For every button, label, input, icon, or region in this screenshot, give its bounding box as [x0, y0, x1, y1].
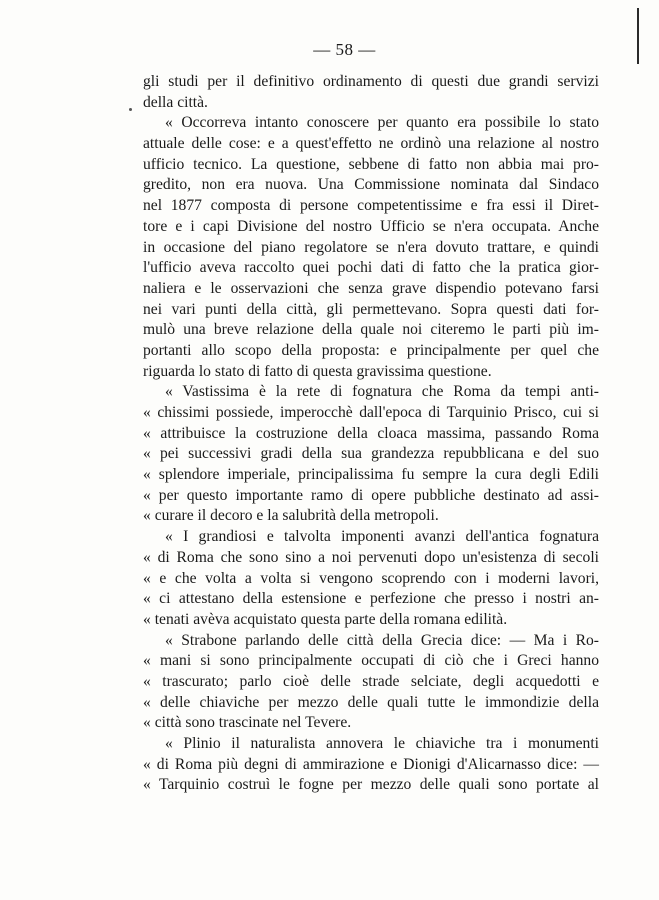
text-line: « e che volta a volta si vengono scoprendo con i moderni lavori,: [143, 569, 599, 587]
text-line: attuale delle cose: e a quest'effetto ne ordinò una relazione al nostro: [143, 135, 599, 153]
text-line: « Strabone parlando delle città della Grecia dice: — Ma i Ro-: [165, 631, 599, 649]
text-line: « ci attestano della estensione e perfezione che presso i nostri an-: [143, 590, 599, 608]
text-line: gli studi per il definitivo ordinamento di questi due grandi servizi: [143, 73, 599, 90]
body-text: [143, 72, 599, 796]
text-line: « mani si sono principalmente occupati di ciò che i Greci hanno: [143, 652, 599, 670]
text-line: l'ufficio aveva raccolto quei pochi dati di fatto che la pratica gior-: [143, 259, 599, 277]
text-line: « città sono trascinate nel Tevere.: [143, 714, 352, 732]
text-line: « trascurato; parlo cioè delle strade selciate, degli acquedotti e: [143, 672, 599, 690]
text-line: « Occorreva intanto conoscere per quanto era possibile lo stato: [165, 114, 599, 132]
text-line: tore e i capi Divisione del nostro Ufficio se n'era occupata. Anche: [143, 217, 599, 235]
text-line: « Tarquinio costruì le fogne per mezzo delle quali sono portate al: [143, 776, 599, 794]
text-line: nel 1877 composta di persone competentissime e fra essi il Diret-: [143, 197, 599, 215]
scan-speck: [129, 108, 132, 111]
text-line: « delle chiaviche per mezzo delle quali tutte le immondizie della: [143, 693, 599, 711]
text-line: portanti allo scopo della proposta: e principalmente per quel che: [143, 341, 599, 359]
text-line: naliera e le osservazioni che senza grave dispendio potevano farsi: [143, 279, 599, 297]
text-line: « per questo importante ramo di opere pubbliche destinato ad assi-: [143, 486, 599, 504]
text-line: « di Roma che sono sino a noi pervenuti dopo un'esistenza di secoli: [143, 548, 599, 566]
text-line: « curare il decoro e la salubrità della metropoli.: [143, 507, 439, 525]
text-line: « I grandiosi e talvolta imponenti avanzi dell'antica fognatura: [165, 528, 599, 546]
text-line: della città.: [143, 93, 208, 111]
text-line: « chissimi possiede, imperocchè dall'epoca di Tarquinio Prisco, cui si: [143, 404, 599, 421]
text-line: mulò una breve relazione della quale noi citeremo le parti più im-: [143, 321, 599, 339]
text-line: riguarda lo stato di fatto di questa gravissima questione.: [143, 362, 492, 380]
text-line: ufficio tecnico. La questione, sebbene di fatto non abbia mai pro-: [143, 155, 599, 173]
text-line: « Vastissima è la rete di fognatura che Roma da tempi anti-: [165, 383, 599, 401]
text-line: in occasione del piano regolatore se n'era dovuto trattare, e quindi: [143, 238, 599, 256]
page-number: — 58 —: [313, 40, 376, 59]
text-line: « tenati avèva acquistato questa parte della romana edilità.: [143, 610, 508, 628]
text-line: « pei successivi gradi della sua grandezza repubblicana e del suo: [143, 445, 599, 463]
text-line: « di Roma più degni di ammirazione e Dionigi d'Alicarnasso dice: —: [143, 755, 599, 773]
text-line: nei vari punti della città, gli permettevano. Sopra questi dati for-: [143, 300, 599, 318]
text-line: « attribuisce la costruzione della cloaca massima, passando Roma: [143, 424, 599, 442]
text-line: « splendore imperiale, principalissima fu sempre la cura degli Edili: [143, 466, 599, 484]
text-line: « Plinio il naturalista annovera le chiaviche tra i monumenti: [165, 735, 599, 752]
text-line: gredito, non era nuova. Una Commissione nominata dal Sindaco: [143, 176, 599, 194]
